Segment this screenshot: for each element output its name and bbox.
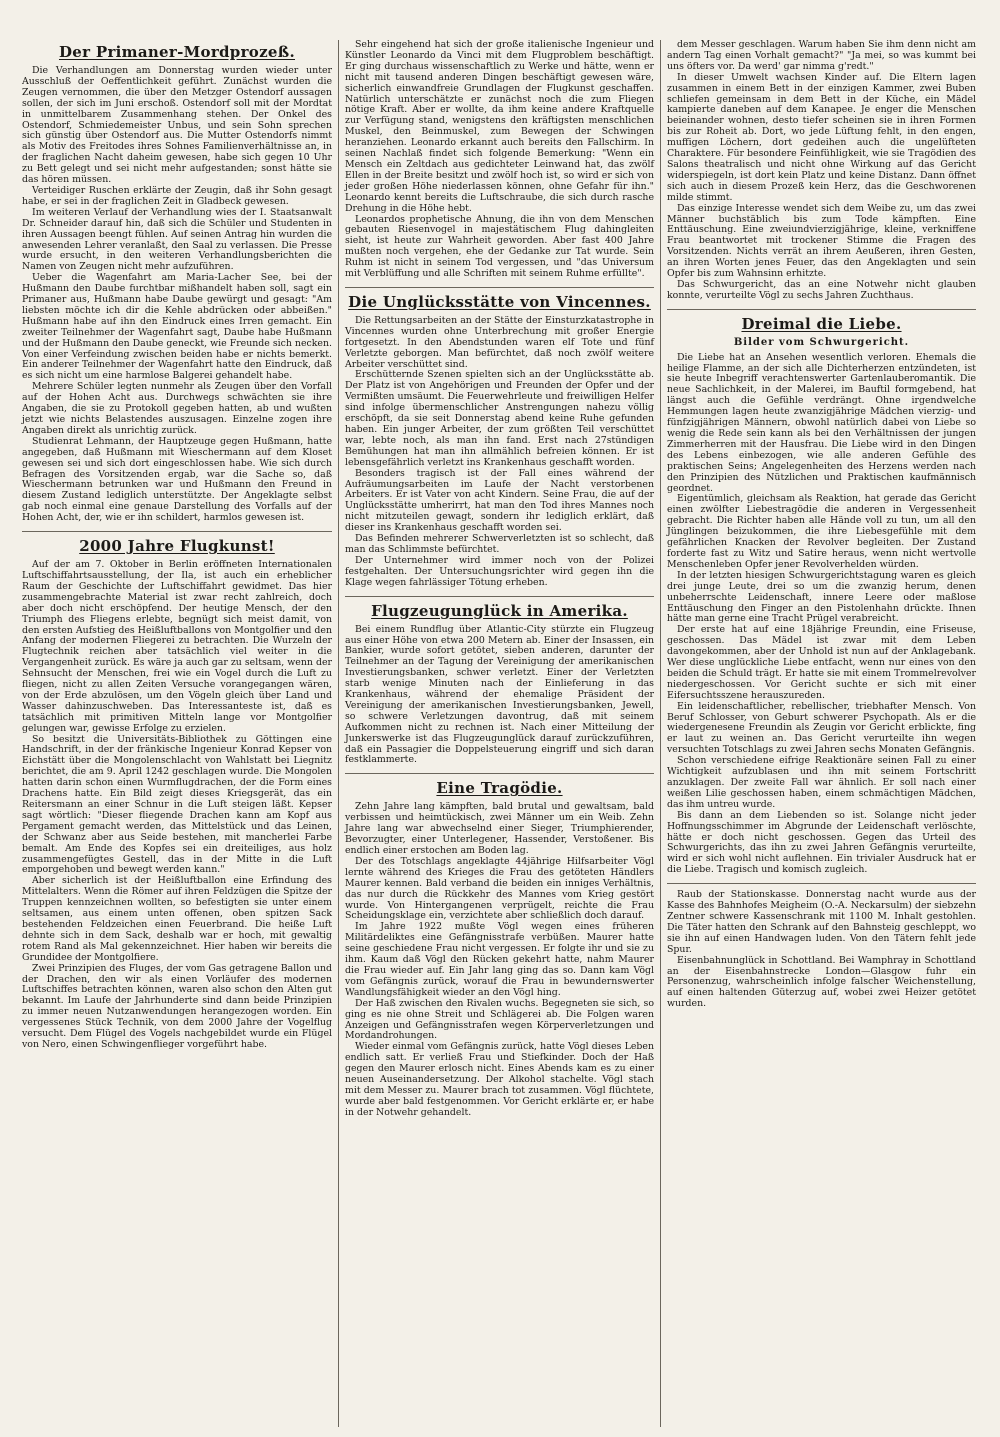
article-paragraph: In dieser Umwelt wachsen Kinder auf. Die Eltern lagen zusammen in einem Bett in der einzigen Kammer, zwei Buben schliefen gemeinsam in dem Bett in der Küche, ein Mädel kampierte daneben auf dem Kanapee. Je enger die Menschen beieinander wohnen, desto tiefer scheinen sie in ihren Formen bis zur Roheit ab. Dort, wo jede Lüftung fehlt, in den engen, muffigen Löchern, dort gedeihen auch die ungelüfteten Charaktere. Für besondere Feinfühligkeit, wie sie Tragödien des Salons theatralisch und nicht ohne Wirkung auf das Gericht widerspiegeln, ist dort kein Platz und keine Distanz. Dann öffnet sich auch in diesem Prozeß kein Herz, das die Geschworenen milde stimmt. [667, 71, 976, 203]
article-paragraph: Zehn Jahre lang kämpften, bald brutal und gewaltsam, bald verbissen und heimtückisch, zwei Männer um ein Weib. Zehn Jahre lang war abwechselnd einer Sieger, Triumphierender, Bevorzugter, einer Unterlegener, Hassender, Verstoßener. Bis endlich einer erstochen am Boden lag. [345, 801, 654, 856]
article-paragraph: Bei einem Rundflug über Atlantic-City stürzte ein Flugzeug aus einer Höhe von etwa 200 Metern ab. Einer der Insassen, ein Bankier, wurde sofort getötet, sieben anderen, darunter der Teilnehmer an der Tagung der Vereinigung der amerikanischen Investierungsbanken, schwer verletzt. Einer der Verletzten starb wenige Minuten nach der Einlieferung in das Krankenhaus, während der ehemalige Präsident der Vereinigung der amerikanischen Investierungsbanken, Jewell, so schwere Verletzungen davontrug, daß mit seinem Aufkommen nicht zu rechnen ist. Nach einer Mitteilung der Junkerswerke ist das Flugzeugunglück darauf zurückzuführen, daß ein Passagier die Doppelsteuerung eingriff und sich daran festklammerte. [345, 623, 654, 766]
article-paragraph: Im weiteren Verlauf der Verhandlung wies der I. Staatsanwalt Dr. Schneider darauf hin, daß sich die Schüler und Studenten in ihren Aussagen beengt fühlen. Auf seinen Antrag hin wurden die anwesenden Lehrer veranlaßt, den Saal zu verlassen. Die Presse wurde ersucht, in den weiteren Verhandlungsberichten die Namen von Zeugen nicht mehr aufzuführen. [22, 206, 332, 273]
article-paragraph: Leonardos prophetische Ahnung, die ihn von dem Menschen gebauten Riesenvogel in majestätischem Flug dahingleiten sieht, ist heute zur Wahrheit geworden. Aber fast 400 Jahre mußten noch vergehen, ehe der Gedanke zur Tat wurde. Sein Ruhm ist nicht in seinem Tod vergessen, und "das Universum mit Verblüffung und alle Schriften mit seinem Ruhme erfüllte". [345, 213, 654, 280]
divider [345, 287, 654, 288]
article-paragraph: Wieder einmal vom Gefängnis zurück, hatte Vögl dieses Leben endlich satt. Er verließ Frau und Stiefkinder. Doch der Haß gegen den Maurer erlosch nicht. Eines Abends kam es zu einer neuen Auseinandersetzung. Der Alkohol stachelte. Vögl stach mit dem Messer zu. Maurer brach tot zusammen. Vögl flüchtete, wurde aber bald festgenommen. Vor Gericht erklärte er, er habe in der Notwehr gehandelt. [345, 1041, 654, 1118]
column-2 [338, 40, 660, 1427]
article-paragraph: Studienrat Lehmann, der Hauptzeuge gegen Hußmann, hatte angegeben, daß Hußmann mit Wieschermann auf dem Kloset gewesen sei und sich dort eingeschlossen habe. Wie sich durch Befragen des Vorsitzenden ergab, war die Sache so, daß Wieschermann betrunken war und Hußmann den Freund in diesem Zustand lediglich unterstützte. Der Angeklagte selbst gab noch einmal eine genaue Darstellung des Vorfalls auf der Hohen Acht, der, wie er ihn schildert, harmlos gewesen ist. [22, 435, 332, 524]
article-paragraph: Das einzige Interesse wendet sich dem Weibe zu, um das zwei Männer buchstäblich bis zum Tode kämpften. Eine Enttäuschung. Eine zweiundvierzigjährige, kleine, verkniffene Frau beantwortet mit trockener Stimme die Fragen des Vorsitzenden. Nichts verrät an ihrem Aeußeren, ihren Gesten, an ihren Worten jenes Feuer, das den Angeklagten und sein Opfer bis zum Wahnsinn erhitzte. [667, 202, 976, 280]
article-paragraph: Der des Totschlags angeklagte 44jährige Hilfsarbeiter Vögl lernte während des Krieges die Frau des getöteten Händlers Maurer kennen. Bald verband die beiden ein inniges Verhältnis, das nur durch die Rückkehr des Mannes vom Krieg gestört wurde. Von Hintergangenen verprügelt, reichte die Frau Scheidungsklage ein, verzichtete aber schließlich doch darauf. [345, 855, 654, 922]
article-paragraph: Der Unternehmer wird immer noch von der Polizei festgehalten. Der Untersuchungsrichter wird gegen ihn die Klage wegen fahrlässiger Tötung erheben. [345, 554, 654, 588]
article-paragraph: Zwei Prinzipien des Fluges, der vom Gas getragene Ballon und der Drachen, den wir als einen Vorläufer des modernen Luftschiffes betrachten können, waren also schon den Alten gut bekannt. Im Laufe der Jahrhunderte sind dann beide Prinzipien zu immer neuen Nutzanwendungen herangezogen worden. Ein vergessenes Stück Technik, von dem 2000 Jahre der Vogelflug versucht. Dem Flügel des Vogels nachgebildet wurde ein Flügel von Nero, einen Schwingenflieger vorgeführt habe. [22, 962, 333, 1050]
article-title: Eine Tragödie. [436, 779, 563, 798]
article-title: Flugzeugunglück in Amerika. [371, 601, 628, 620]
column-1 [16, 40, 338, 1427]
article-subtitle: Bilder vom Schwurgericht. [733, 336, 910, 348]
article-paragraph: Bis dann an dem Liebenden so ist. Solange nicht jeder Hoffnungsschimmer im Abgrunde der Leidenschaft verlöschte, hätte er doch nicht geschossen. Gegen das Urteil des Schwurgerichts, das ihn zu zwei Jahren Gefängnis verurteilte, wird er sich wohl nicht auflehnen. Ein trivialer Ausdruck hat er die Liebe. Tragisch und komisch zugleich. [667, 809, 976, 876]
article-paragraph: Im Jahre 1922 mußte Vögl wegen eines früheren Militärdeliktes eine Gefängnisstrafe verbüßen. Maurer hatte seine geschiedene Frau nicht vergessen. Er folgte ihr und sie zu ihm. Kaum daß Vögl den Rücken gekehrt hatte, nahm Maurer die Frau wieder auf. Ein Jahr lang ging das so. Dann kam Vögl vom Gefängnis zurück, worauf die Frau in bewundernswerter Wandlungsfähigkeit wieder an den Vögl hing. [345, 921, 654, 998]
article-paragraph: Die Rettungsarbeiten an der Stätte der Einsturzkatastrophe in Vincennes wurden ohne Unterbrechung mit großer Energie fortgesetzt. In den Abendstunden waren elf Tote und fünf Verletzte geborgen. Man befürchtet, daß noch zwölf weitere Arbeiter verschüttet sind. [345, 314, 654, 370]
article-paragraph: Schon verschiedene eifrige Reaktionäre seinen Fall zu einer Wichtigkeit aufzublasen und ihn mit seinem Fortschritt anzuklagen. Der zweite Fall war ähnlich. Er soll nach einer weißen Lilie geschossen haben, einem schmächtigen Mädchen, das ihm untreu wurde. [667, 755, 976, 810]
article-paragraph: dem Messer geschlagen. Warum haben Sie ihm denn nicht am andern Tag einen Vorhalt gemacht?" "Ja mei, so was kummt bei uns öfters vor. Da werd' gar nimma g'redt." [667, 40, 976, 72]
article-paragraph: Der Haß zwischen den Rivalen wuchs. Begegneten sie sich, so ging es nie ohne Streit und Schlägerei ab. Die Folgen waren Anzeigen und Gefängnisstrafen wegen Körperverletzungen und Mordandrohungen. [345, 997, 654, 1042]
article-paragraph: Eisenbahnunglück in Schottland. Bei Wamphray in Schottland an der Eisenbahnstrecke London—Glasgow fuhr ein Personenzug, wahrscheinlich infolge falscher Weichenstellung, auf einen haltenden Güterzug auf, wobei zwei Heizer getötet wurden. [667, 954, 976, 1010]
article-paragraph: Ein leidenschaftlicher, rebellischer, triebhafter Mensch. Von Beruf Schlosser, von Geburt schwerer Psychopath. Als er die wiedergenesene Freundin als Zeugin vor Gericht erblickte, fing er laut zu weinen an. Das Gericht verurteilte ihn wegen versuchten Totschlags zu zwei Jahren sechs Monaten Gefängnis. [667, 700, 976, 756]
article-paragraph: Verteidiger Ruschen erklärte der Zeugin, daß ihr Sohn gesagt habe, er sei in der fraglichen Zeit in Gladbeck gewesen. [22, 184, 332, 207]
article-paragraph: Die Liebe hat an Ansehen wesentlich verloren. Ehemals die heilige Flamme, an der sich alle Dichterherzen entzündeten, ist sie heute Inbegriff verachtenswerter Gartenlauberomantik. Die neue Sachlichkeit, in der Malerei, im Bauftil formgebend, hat längst auch die Gefühle verdrängt. Ohne irgendwelche Hemmungen lagen heute zwanzigjährige Mädchen vierzig- und fünfzigjährigen Männern, obwohl natürlich dabei von Liebe so wenig die Rede sein kann als bei den Verhältnissen der jungen Zimmerherren mit der Hausfrau. Die Liebe wird in den Dingen des Lebens einbezogen, wie alle anderen Gefühle des praktischen Seins; Angelegenheiten des Herzens werden nach den Prinzipien des Nützlichen und Praktischen kaufmännisch geordnet. [667, 351, 976, 494]
article-title: Der Primaner-Mordprozeß. [58, 43, 295, 61]
article-paragraph: Erschütternde Szenen spielten sich an der Unglücksstätte ab. Der Platz ist von Angehörigen und Freunden der Opfer und der Vermißten umsäumt. Die Feuerwehrleute und freiwilligen Helfer sind infolge übermenschlicher Anstrengungen nahezu völlig erschöpft, da sie seit Donnerstag abend keine Ruhe gefunden haben. Ein junger Arbeiter, der zum größten Teil verschüttet war, lebte noch, als man ihn fand. Erst nach 27stündigen Bemühungen hat man ihn allmählich befreien können. Er ist lebensgefährlich verletzt ins Krankenhaus geschafft worden. [345, 369, 654, 468]
article-paragraph: In der letzten hiesigen Schwurgerichtstagung waren es gleich drei junge Leute, drei so um die zwanzig herum, denen unbeherrschte Leidenschaft, innere Leere oder maßlose Enttäuschung den Finger an den Pistolenhahn drückte. Ihnen hätte man gerne eine Tracht Prügel verabreicht. [667, 569, 976, 625]
article-paragraph: Die Verhandlungen am Donnerstag wurden wieder unter Ausschluß der Oeffentlichkeit geführt. Zunächst wurden die Zeugen vernommen, die über den Metzger Ostendorf aussagen sollen, der sich im Juni erschoß. Ostendorf soll mit der Mordtat in unmittelbarem Zusammenhang stehen. Der Onkel des Ostendorf, Schmiedemeister Unbus, und sein Sohn sprechen sich günstig über Ostendorf aus. Die Mutter Ostendorfs nimmt als Motiv des Freitodes ihres Sohnes Familienverhältnisse an, in der fraglichen Nacht daheim gewesen, habe sich gegen 10 Uhr zu Bett gelegt und sei nicht mehr aufgestanden; sonst hätte sie das hören müssen. [22, 65, 332, 186]
divider [667, 309, 976, 310]
article-paragraph: Aber sicherlich ist der Heißluftballon eine Erfindung des Mittelalters. Wenn die Römer auf ihren Feldzügen die Spitze der Truppen kennzeichnen wollten, so befestigten sie unter einem seltsamen, aus einem unten offenen, oben spitzen Sack bestehenden Feldzeichen einen Feuerbrand. Die heiße Luft dehnte sich in dem Sack, deshalb war er hoch, mit gewaltig rotem Rand als Mal gekennzeichnet. Hier haben wir bereits die Grundidee der Montgolfiere. [22, 875, 332, 963]
article-paragraph: Ueber die Wagenfahrt am Maria-Lacher See, bei der Hußmann den Daube furchtbar mißhandelt haben soll, sagt ein Primaner aus, Hußmann habe Daube gewürgt und gesagt: "Am liebsten möchte ich dir die Kehle abdrücken oder abbeißen." Hußmann habe auf ihn den Eindruck eines Irren gemacht. Ein zweiter Teilnehmer der Wagenfahrt sagt, Daube habe Hußmann und der Hußmann den Daube geneckt, wie Freunde sich necken. Von einer Verfeindung zwischen beiden habe er nichts bemerkt. Ein anderer Teilnehmer der Wagenfahrt hatte den Eindruck, daß es sich nicht um eine harmlose Balgerei gehandelt habe. [22, 272, 332, 382]
article-paragraph: Raub der Stationskasse. Donnerstag nacht wurde aus der Kasse des Bahnhofes Meigheim (O.-A. Neckarsulm) der siebzehn Zentner schwere Kassenschrank mit 1100 M. Inhalt gestohlen. Die Täter hatten den Schrank auf den Bahnsteig geschleppt, wo sie ihn auf einen Handwagen luden. Von den Tätern fehlt jede Spur. [667, 889, 976, 955]
article-paragraph: So besitzt die Universitäts-Bibliothek zu Göttingen eine Handschrift, in der der fränkische Ingenieur Konrad Kepser von Eichstätt über die Mongolenschlacht von Wahlstatt bei Liegnitz berichtet, die am 9. April 1242 geschlagen wurde. Die Mongolen hatten darin schon einen Wurmflugdrachen, der die Form eines Drachens hatte. Ein Bild zeigt dieses Kriegsgerät, das ein Reitersmann an einer Schnur in die Luft steigen läßt. Kepser sagt wörtlich: "Dieser fliegende Drachen kann am Kopf aus Pergament gemacht werden, das Mittelstück und das Leinen, der Schwanz aber aus Seide bestehen, mit mancherlei Farbe bemalt. Am Ende des Kopfes sei ein dreiteiliges, aus holz zusammengefügtes Gestell, das in der Mitte in die Luft emporgehoben und bewegt werden kann." [22, 733, 332, 876]
article-title: Dreimal die Liebe. [741, 314, 902, 333]
article-title: Die Unglücksstätte von Vincennes. [348, 292, 651, 311]
article-paragraph: Der erste hat auf eine 18jährige Freundin, eine Friseuse, geschossen. Das Mädel ist zwar mit dem Leben davongekommen, aber der Unhold ist nun auf der Anklagebank. Wer diese unglückliche Liebe entfacht, wenn nur eines von den beiden die Schuld trägt. Er hatte sie mit einem Trommelrevolver niedergeschossen. Vor Gericht suchte er sich mit einer Eifersuchtsszene herauszureden. [667, 624, 976, 701]
divider [345, 596, 654, 597]
divider [22, 531, 332, 532]
article-paragraph: Sehr eingehend hat sich der große italienische Ingenieur und Künstler Leonardo da Vinci mit dem Flugproblem beschäftigt. Er ging durchaus wissenschaftlich zu Werke und hätte, wenn er nicht mit tausend anderen Dingen beschäftigt gewesen wäre, sicherlich einwandfreie Grundlagen der Flugkunst geschaffen. Natürlich unterschätzte er zunächst noch die zum Fliegen nötige Kraft. Aber er wollte, da ihm keine andere Kraftquelle zur Verfügung stand, wenigstens den kräftigsten menschlichen Muskel, den Beinmuskel, zum Bewegen der Schwingen heranziehen. Leonardo erkannt auch bereits den Fallschirm. In seinen Nachlaß findet sich folgende Bemerkung: "Wenn ein Mensch ein Zeltdach aus gedichteter Leinwand hat, das zwölf Ellen in der Breite besitzt und zwölf hoch ist, so wird er sich von jeder großen Höhe niederlassen können, ohne Gefahr für ihn." Leonardo kennt bereits die Luftschraube, die sich durch rasche Drehung in die Höhe hebt. [345, 40, 654, 214]
article-paragraph: Mehrere Schüler legten nunmehr als Zeugen über den Vorfall auf der Hohen Acht aus. Durchwegs schwächten sie ihre Angaben, die sie zu Protokoll gegeben hatten, ab und wußten jetzt wie nichts Belastendes auszusagen. Einzelne zogen ihre Angaben direkt als unrichtig zurück. [22, 381, 332, 436]
divider [345, 773, 654, 774]
article-title: 2000 Jahre Flugkunst! [79, 537, 275, 556]
article-paragraph: Eigentümlich, gleichsam als Reaktion, hat gerade das Gericht einen zwölfter Liebestragödie die anderen in Vergessenheit gebracht. Die Richter haben alle Hände voll zu tun, um all den Jünglingen beizukommen, die ihre Liebesgefühle mit dem gefährlichen Knacken der Revolver begleiten. Der Zustand forderte fast zu Witz und Satire heraus, wenn nicht wertvolle Menschenleben Opfer jener Revolverhelden würden. [667, 493, 976, 570]
article-paragraph: Besonders tragisch ist der Fall eines während der Aufräumungsarbeiten im Laufe der Nacht verstorbenen Arbeiters. Er ist Vater von acht Kindern. Seine Frau, die auf der Unglücksstätte umherirrt, hat man den Tod ihres Mannes noch nicht mitzuteilen gewagt, sondern ihr lediglich erklärt, daß dieser ins Krankenhaus geschafft worden sei. [345, 467, 654, 534]
article-paragraph: Auf der am 7. Oktober in Berlin eröffneten Internationalen Luftschiffahrtsausstellung, der Ila, ist auch ein erheblicher Raum der Geschichte der Luftschiffahrt gewidmet. Das hier zusammengebrachte Material ist zwar recht zahlreich, doch aber doch nicht erschöpfend. Der heutige Mensch, der den Triumph des Fliegens erlebte, begnügt sich meist damit, von den ersten Aufstieg des Heißluftballons von Montgolfier und den Anfang der modernen Fliegerei zu betrachten. Die Wurzeln der Flugtechnik reichen aber tatsächlich viel weiter in die Vergangenheit zurück. Es wäre ja auch gar zu seltsam, wenn der Sehnsucht der Menschen, frei wie ein Vogel durch die Luft zu fliegen, nicht zu allen Zeiten Versuche vorangegangen wären, von der Erde abzulösen, um den Vögeln gleich über Land und Wasser dahinzuschweben. Das Interessanteste ist, daß es tatsächlich mit primitiven Mitteln lange vor Montgolfier gelungen war, gewisse Erfolge zu erzielen. [22, 559, 332, 734]
article-paragraph: Das Befinden mehrerer Schwerverletzten ist so schlecht, daß man das Schlimmste befürchtet. [345, 533, 654, 555]
column-3 [660, 40, 982, 1427]
article-paragraph: Das Schwurgericht, das an eine Notwehr nicht glauben konnte, verurteilte Vögl zu sechs Jahren Zuchthaus. [667, 278, 976, 301]
divider [667, 883, 976, 884]
